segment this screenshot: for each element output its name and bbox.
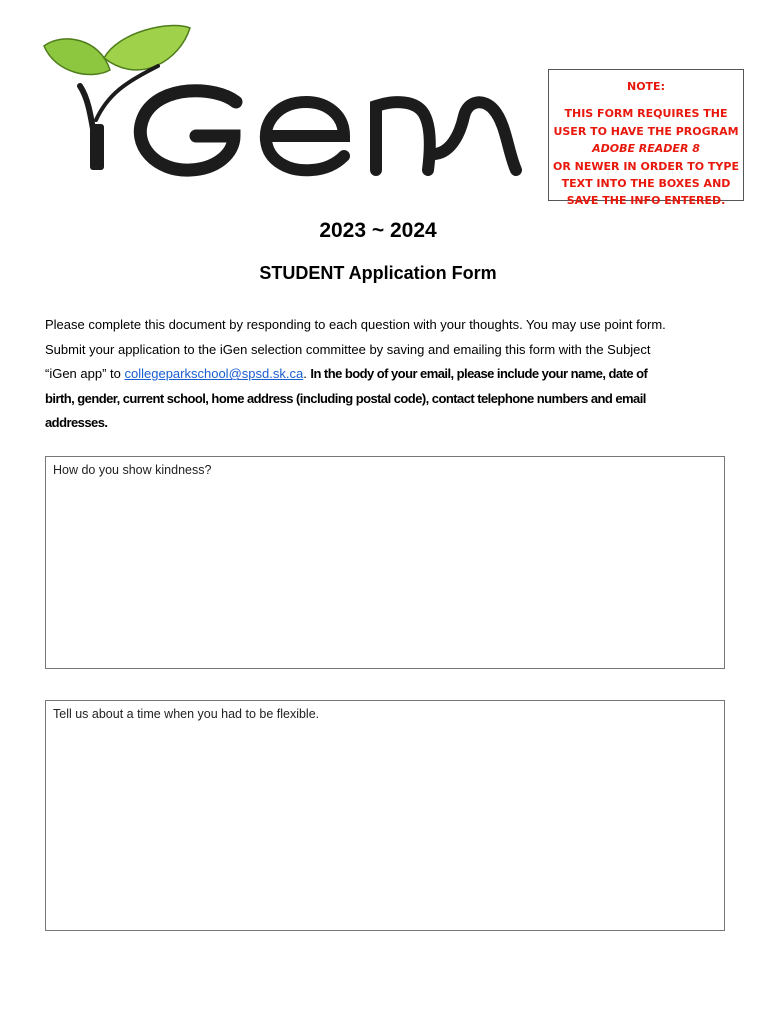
kindness-question-label: How do you show kindness? bbox=[53, 463, 212, 477]
instructions-bold-line: addresses. bbox=[45, 415, 108, 431]
instructions-text: “iGen app” to bbox=[45, 366, 125, 382]
kindness-answer-field[interactable] bbox=[45, 456, 725, 669]
note-line-program-name: ADOBE READER 8 bbox=[592, 142, 700, 156]
note-line: THIS FORM REQUIRES THE bbox=[564, 107, 728, 121]
instructions-bold-line: birth, gender, current school, home address (including postal code), contact telephone numbers and email bbox=[45, 390, 646, 406]
email-link[interactable]: collegeparkschool@spsd.sk.ca bbox=[124, 366, 304, 382]
instructions-line: Submit your application to the iGen selection committee by saving and emailing this form with the Subject bbox=[45, 341, 651, 357]
flexibility-answer-field[interactable] bbox=[45, 700, 725, 931]
igen-logo bbox=[40, 24, 532, 180]
school-year-heading: 2023 ~ 2024 bbox=[319, 219, 437, 242]
igen-logo-graphic bbox=[40, 24, 532, 180]
instructions-text: . bbox=[303, 366, 311, 382]
instructions-line bbox=[45, 362, 745, 387]
instructions-bold-text: In the body of your email, please include your name, date of bbox=[310, 366, 648, 382]
note-title: NOTE: bbox=[627, 80, 665, 93]
instructions-paragraph bbox=[45, 313, 745, 436]
flexibility-question-label: Tell us about a time when you had to be flexible. bbox=[53, 707, 320, 721]
page-title: STUDENT Application Form bbox=[259, 263, 497, 283]
note-line: OR NEWER IN ORDER TO TYPE bbox=[553, 159, 739, 173]
note-line: TEXT INTO THE BOXES AND bbox=[561, 177, 731, 191]
instructions-line: Please complete this document by responding to each question with your thoughts. You may use point form. bbox=[45, 317, 666, 332]
note-line: SAVE THE INFO ENTERED. bbox=[566, 194, 726, 208]
note-line: USER TO HAVE THE PROGRAM bbox=[553, 124, 739, 138]
adobe-reader-note bbox=[548, 69, 744, 208]
